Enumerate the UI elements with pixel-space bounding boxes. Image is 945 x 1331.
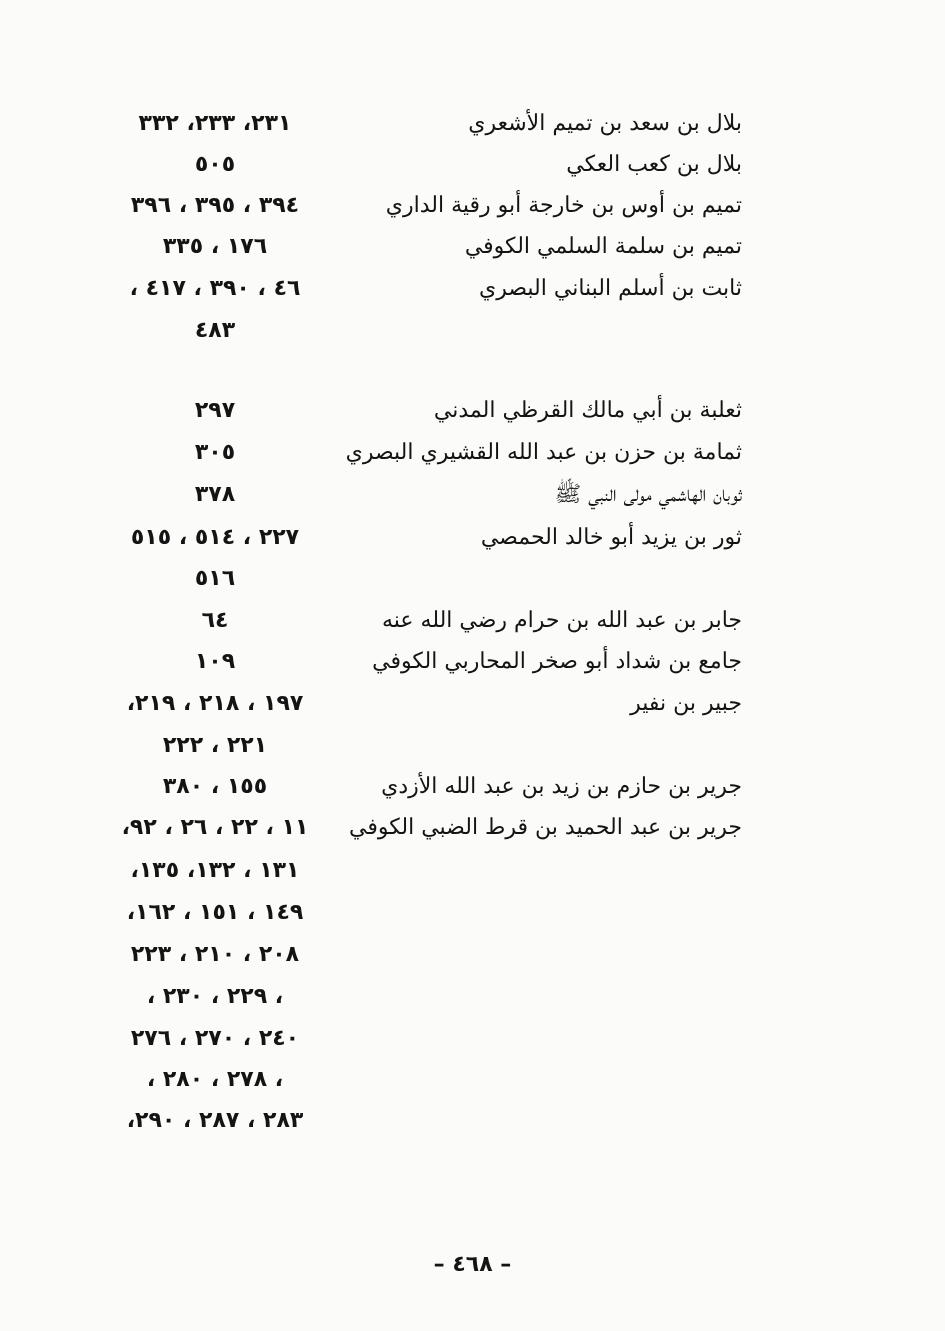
page-references: ١٥٥ ، ٣٨٠ xyxy=(162,774,268,799)
page-references: ٣٧٨ xyxy=(194,482,236,507)
page-references: ١٠٩ xyxy=(194,649,236,674)
index-entry-continuation xyxy=(0,850,945,892)
index-entry xyxy=(0,226,945,268)
narrator-name: جرير بن حازم بن زيد بن عبد الله الأزدي xyxy=(381,774,742,799)
page-references: ، ٢٧٨ ، ٢٨٠ ، xyxy=(146,1067,284,1092)
narrator-name: ثعلبة بن أبي مالك القرظي المدني xyxy=(433,398,742,423)
narrator-name: بلال بن سعد بن تميم الأشعري xyxy=(468,111,742,136)
page-references: ١٧٦ ، ٣٣٥ xyxy=(162,234,268,259)
narrator-name: جبير بن نفير xyxy=(630,691,742,716)
page-references: ٣٠٥ xyxy=(194,440,236,465)
index-entry xyxy=(0,474,945,516)
narrator-name: جامع بن شداد أبو صخر المحاربي الكوفي xyxy=(372,649,742,674)
page-references: ٢٩٧ xyxy=(194,398,236,423)
index-entry xyxy=(0,144,945,186)
narrator-name: جرير بن عبد الحميد بن قرط الضبي الكوفي xyxy=(349,815,742,840)
page-number: – ٤٦٨ – xyxy=(433,1252,512,1277)
page-references: ٢٠٨ ، ٢١٠ ، ٢٢٣ xyxy=(130,942,300,967)
index-entry xyxy=(0,641,945,683)
index-entry-continuation xyxy=(0,1100,945,1142)
page-references: ، ٢٢٩ ، ٢٣٠ ، xyxy=(146,984,284,1009)
index-entry xyxy=(0,683,945,725)
page-references: ٤٦ ، ٣٩٠ ، ٤١٧ ، xyxy=(129,276,301,301)
index-entry-continuation xyxy=(0,725,945,767)
page-references: ١٣١ ، ١٣٢، ١٣٥، xyxy=(130,858,300,883)
page-references: ٦٤ xyxy=(201,608,229,633)
index-entry-continuation xyxy=(0,892,945,934)
index-entry xyxy=(0,807,945,849)
index-entry-continuation xyxy=(0,1018,945,1060)
index-entry-continuation xyxy=(0,558,945,600)
index-entry xyxy=(0,432,945,474)
page-references: ٢٣١، ٢٣٣، ٣٣٢ xyxy=(138,111,292,136)
page-references: ١٤٩ ، ١٥١ ، ١٦٢، xyxy=(126,900,304,925)
page-references: ٥٠٥ xyxy=(194,152,236,177)
narrator-name: تميم بن أوس بن خارجة أبو رقية الداري xyxy=(385,193,742,218)
index-entry xyxy=(0,517,945,559)
narrator-name: جابر بن عبد الله بن حرام رضي الله عنه xyxy=(381,608,742,633)
index-entry xyxy=(0,766,945,808)
index-entry-continuation xyxy=(0,310,945,352)
narrator-name: تميم بن سلمة السلمي الكوفي xyxy=(464,234,742,259)
index-entry xyxy=(0,103,945,145)
page-references: ٥١٦ xyxy=(194,566,236,591)
index-entry-continuation xyxy=(0,1059,945,1101)
narrator-name: بلال بن كعب العكي xyxy=(566,152,742,177)
index-entry xyxy=(0,600,945,642)
narrator-name: ثور بن يزيد أبو خالد الحمصي xyxy=(480,525,742,550)
page-references: ٢٢١ ، ٢٢٢ xyxy=(162,733,268,758)
page-references: ٣٩٤ ، ٣٩٥ ، ٣٩٦ xyxy=(130,193,300,218)
page-references: ٤٨٣ xyxy=(194,318,236,343)
narrator-name: ثوبان الهاشمي مولى النبي ﷺ xyxy=(554,482,742,507)
page-references: ٢٢٧ ، ٥١٤ ، ٥١٥ xyxy=(130,525,300,550)
narrator-name: ثمامة بن حزن بن عبد الله القشيري البصري xyxy=(345,440,742,465)
index-entry xyxy=(0,185,945,227)
page-references: ٢٨٣ ، ٢٨٧ ، ٢٩٠، xyxy=(126,1108,304,1133)
index-entry-continuation xyxy=(0,976,945,1018)
page-references: ١١ ، ٢٢ ، ٢٦ ، ٩٢، xyxy=(121,815,309,840)
index-entry-continuation xyxy=(0,934,945,976)
page-references: ٢٤٠ ، ٢٧٠ ، ٢٧٦ xyxy=(130,1026,300,1051)
index-entry xyxy=(0,268,945,310)
narrator-name: ثابت بن أسلم البناني البصري xyxy=(478,276,742,301)
page-references: ١٩٧ ، ٢١٨ ، ٢١٩، xyxy=(126,691,304,716)
index-entry xyxy=(0,390,945,432)
